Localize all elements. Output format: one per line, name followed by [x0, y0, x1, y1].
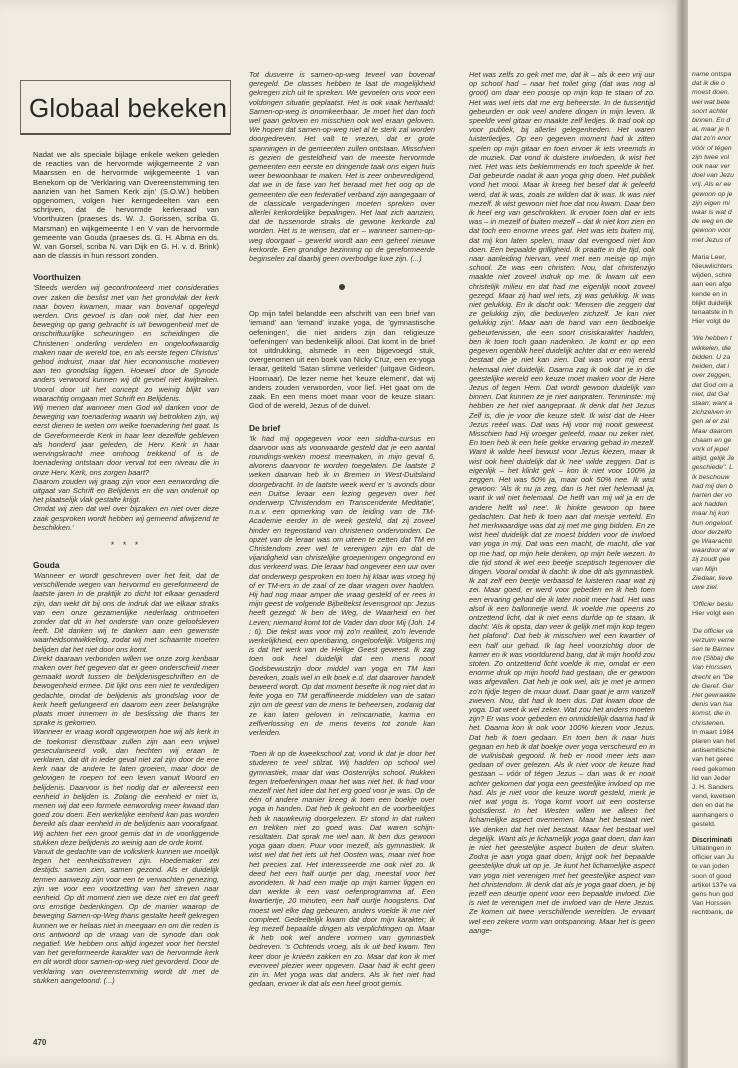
- right-line: maar hij kon: [692, 510, 730, 518]
- right-line: antisemitische: [692, 747, 736, 755]
- section-heading-voorthuizen: Voorthuizen: [33, 272, 81, 283]
- right-line: van Mijn: [692, 565, 718, 573]
- right-line: moest doen.: [692, 89, 730, 97]
- right-line: tenaatste in h: [692, 309, 733, 317]
- section-heading-brief: De brief: [249, 422, 281, 433]
- right-line: dat ik die o: [692, 80, 725, 88]
- intro-paragraph: Nadat we als speciale bijlage enkele weken geleden de reacties van de hervormde wijkgemeente 2 van Maarssen en de hervormde wijkgemeente 1 van Benekom op de 'Verklaring van Overeenstemming ten aanzien van het Samen Kerk zijn' (S.O.W.) hebben opgenomen, volgen hier kerngedeelten van een schrijven, dat de hervormde kerkeraad van Voorthuizen (praeses ds. W. J. Gorissen, scriba G. Marsman) en wijkgemeente I en V van de hervormde gemeente van Gouda (praeses ds. G. H. Abma en ds. W. van Gorsel, scriba N. van Dijk en G. H. v. d. Brink) aan de classis in hun ressort zonden.: [33, 150, 219, 261]
- right-line: Maria Leer,: [692, 253, 727, 261]
- voorthuizen-paragraph: Omdat wij zien dat wel over bijzaken en niet over deze zaak gesproken wordt hebben wij gemeend afwijzend te beschikken.': [33, 504, 219, 532]
- right-line: heiden, dat i: [692, 363, 730, 371]
- page-number: 470: [33, 1038, 47, 1047]
- right-block-2: [692, 253, 738, 327]
- gouda-paragraph: 'Wanneer er wordt geschreven over het feit, dat de verschillende wegen van hervormd en gereformeerd de laatste jaren in de praktijk zo dicht tot elkaar genaderd zijn, dan wekt dit bij ons de indruk dat we elkaar straks van een onze gezamenlijke nederlaag ontmoeten zonder dat dit in het onderste van onze geloofsleven leeft. Dit danken wij te danken aan een gewenste waarheidsontwikkeling, zodat wij met schaamte moeten belijden dat het niet door ons komt.: [33, 570, 219, 654]
- right-line: name ontspa: [692, 71, 732, 78]
- right-line: Van Horssen,: [692, 664, 733, 672]
- right-line: geschiede". L: [692, 464, 733, 472]
- right-line: zijn twee vol: [692, 153, 730, 161]
- right-line: aan een afge: [692, 281, 732, 289]
- bullet-separator: [249, 277, 435, 295]
- right-line: staan; want a: [692, 399, 733, 407]
- right-line: officier van Ju: [692, 854, 734, 862]
- voorthuizen-paragraph: Daarom zouden wij graag zijn voor een eenwording die uitgaat van Schrift en Belijdenis en die van onderuit op het plaatselijk vlak gestalte krijgt.: [33, 476, 219, 505]
- right-line: uwe ziel.: [692, 583, 719, 591]
- right-line: gewoon voor: [692, 227, 731, 235]
- voorthuizen-paragraph: Wij menen dat wanneer men God wil danken voor de beweging van toenadering waarin wij betrokken zijn, wij eerst dienen te weten om welke toenadering het gaat. Is de Gereformeerde Kerk in haar leer dezelfde gebleven als honderd jaar geleden, de Herv. Kerk in haar wervingskracht mee omhoog trekkend of is de toenadering ontstaan door verval tot een niveau die in onze Herv. Kerk, ons zorgen baart?: [33, 403, 219, 477]
- right-line: chaam en ge: [692, 436, 732, 444]
- right-line: ge Waarachti: [692, 537, 732, 545]
- right-page-column: [692, 70, 738, 918]
- right-line: vóór of tégen: [692, 144, 732, 152]
- right-line: Hier volgt de: [692, 318, 731, 326]
- right-line: drecht en "De: [692, 673, 734, 681]
- right-line: 'Officier beslu: [692, 601, 733, 609]
- right-line: de weg en de: [692, 218, 733, 226]
- right-line: niet, dat Gal: [692, 390, 729, 398]
- right-line: me (Sliba) die: [692, 655, 734, 663]
- right-line: waardoor al w: [692, 547, 735, 555]
- right-line: lid van Jeder: [692, 774, 731, 782]
- right-line: binnen. En d: [692, 117, 731, 125]
- right-block-3: [692, 334, 738, 592]
- right-line: hun ongeloof.: [692, 519, 734, 527]
- right-line: 'De officier va: [692, 627, 733, 635]
- right-line: ook naar ver: [692, 163, 730, 171]
- right-block-6: [692, 844, 738, 918]
- right-line: vrij. Als er ee: [692, 181, 732, 189]
- right-line: gesteld.: [692, 820, 716, 828]
- right-line: doel van Jezu: [692, 172, 734, 180]
- right-line: soon of good: [692, 872, 732, 880]
- column-2-paragraph: Tot dusverre is samen-op-weg teveel van bovenaf geregeld. De classes hebben te laat de mogelijkheid gekregen zich uit te spreken. We gevoelen ons voor een voldongen situatie geplaatst. Het is ook vaak herhaald: Samen-op-weg is onomkeerbaar. Je moet het dan toch wel gaan geloven en misschien ook wel eraan geloven. We hopen dat samen-op-weg niet al te sterk zal worden doorgedreven. Het valt te vrezen, dat er grote spanningen in de gemeenten zullen ontstaan. Misschien is gezien de gesteldheid van de meeste hervormde gemeenten een eerste en dringende taak ons eigen huis weer bewoonbaar te maken. Het is zeer onbevredigend, dat we in de fase van het beraad met het oog op de gemeenten die een federatief verband zijn aangegaan of de classicale vergaderingen moeten spreken over allerlei kerkordelijke bepalingen. Het laat zich aanzien, dat de tussenorde straks de gewone kerkorde zal worden. Het is te wensen, dat er – wanneer samen-op-weg doorgaat – gewerkt wordt aan een geheel nieuwe kerkorde. Een grondige bezinning op de gereformeerde beginselen zal daarbij geen overbodige luxe zijn. (...): [249, 70, 435, 264]
- right-line: christenen.: [692, 719, 726, 727]
- right-line: Nieuwlichters: [692, 263, 733, 271]
- right-line: waar is wat d: [692, 209, 732, 217]
- gouda-paragraph: Vanuit de gedachte van de volkskerk kunnen we moeilijk tegen het eenheidsstreven zijn. Hoedemaker zei destijds: samen zien, samen gezond. Als er duidelijk termen aanwezig zijn voor een te verwachten genezing, zijn we voor een voortzetting van het streven naar eenheid. Op dit moment zien we deze niet en dat geeft ons ernstige bedenkingen. Op de manier waarop de beweging Samen-op-Weg thans gestalte heeft gekregen kunnen we er helaas niet in meegaan en om die reden is ons antwoord op de vraag van de synode dan ook negatief. We hebben ons altijd ingezet voor het herstel van het gereformeerde karakter van de hervormde kerk en dit wordt door samen-op-weg niet gevorderd. Door de verklaring van overeenstemming wordt dit met de stukken aangetoond. (...): [33, 847, 219, 985]
- right-line: sen te Barnev: [692, 645, 734, 653]
- right-line: vend, kwetsen: [692, 793, 736, 801]
- right-line: altijd, gelijk Je: [692, 455, 735, 463]
- right-line: te van joden: [692, 863, 730, 871]
- section-heading-discriminatie: Discriminati: [692, 837, 733, 845]
- right-line: Hier volgt een: [692, 610, 734, 618]
- right-line: wijden, schre: [692, 272, 732, 280]
- brief-paragraph: 'Ik had mij opgegeven voor een siddha-cursus en daarvoor was als voorwaarde gesteld dat je een aantal roundings-weken moest meemaken, in mijn geval 6, alvorens daarvoor te worden toegelaten. De laatste 2 weken daarvan heb ik in Bremen in West-Duitsland doorgebracht. In de laatste week werd er 's avonds door een Duitse leraar een lezing gegeven over het onderwerp 'Christendom en Transcendente Meditatie', n.a.v. een opmerking van de leiding van de TM-Academie eerder in de week gesteld, dat zij zoveel hinder en tegenstand van christenen ondervonden. De opzet van de leraar was om uiteen te zetten dat TM en Christendom zeer wel te verenigen zijn en dat de vijandigheid van christelijke groeperingen ongegrond en dus verkeerd was. Die leraar had ongeveer een uur over dat onderwerp gesproken en toen hij klaar was vroeg hij of er TM-ers in de zaal of ze daar vragen over hadden. Hij had nog maar amper die vraag gesteld of er rees in mijn geest de volgende Bijbeltekst levensgroot op: Jezus heeft gezegd: Ik ben de Weg, de Waarheid en het Leven; niemand komt tot de Vader dan door Mij (Joh. 14 : 6). Die tekst was voor mij zo'n realiteit, zo'n levende werkelijkheid, een openbaring, ongeloofelijk. Volgens mij is dat het werk van de Heilige Geest geweest. Ik zag toen ook heel duidelijk dat een mens nooit Godsbewustzijn door middel van yoga en TM kan bereiken, zoals wel in elk boek e.d. dat daarover handelt beweerd wordt. Op dat moment besefte ik nog niet dat in feite yoga en TM geraffineerde middelen van de satan zijn om de geest van de mens te beheersen, zodanig dat ze kan laten geloven in reïncarnatie, karma en zelfverlossing en de mens tevens tot zonde kan verleiden.: [249, 433, 435, 737]
- column-2-paragraph: Op mijn tafel belandde een afschrift van een brief van 'iemand' aan 'iemand' inzake yoga, de 'gymnastische oefeningen', die niet anders zijn dan religieuze 'oefeningen' van bedenkelijk allooi. Dat komt in de brief tot uitdrukking, alsmede in een bijgevoegd stuk, overgenomen uit een boek van Nicky Cruz, een ex-yoga leraar, getiteld 'Satan slimme verleider' (uitgave Gideon, Hoornaar). De lezer neme het 'keuze element', dat wij anders zouden verwoorden, voor lief. Het gaat om de zaak. En een mens moet maar voor de keuze staan: God of de wereld, Jezus of de duivel.: [249, 309, 435, 411]
- right-line: kende en in: [692, 290, 728, 298]
- right-line: dat zo'n enor: [692, 135, 732, 143]
- right-line: wikkelen, die: [692, 344, 731, 352]
- right-line: rechtbank, de: [692, 909, 734, 917]
- section-separator: * * *: [110, 539, 142, 550]
- right-line: den en dat he: [692, 802, 734, 810]
- article-title: Globaal bekeken: [29, 93, 228, 123]
- right-line: soort achter: [692, 107, 728, 115]
- right-line: Ziedaar, lieve: [692, 574, 733, 582]
- column-1: [33, 150, 219, 1028]
- right-line: J. H. Sanders: [692, 784, 734, 792]
- right-line: ik beschouw: [692, 473, 730, 481]
- right-line: over zeggen,: [692, 372, 732, 380]
- right-line: blijkt duidelijk: [692, 299, 733, 307]
- right-line: wel wat bete: [692, 98, 730, 106]
- right-line: vork of jepel: [692, 445, 729, 453]
- section-heading-gouda: Gouda: [33, 559, 60, 570]
- right-line: reed gekomen: [692, 765, 736, 773]
- right-line: zichzelven in: [692, 409, 731, 417]
- right-block-5: [692, 627, 738, 829]
- right-line: gens hun god: [692, 891, 734, 899]
- right-line: bidden. U za: [692, 353, 731, 361]
- right-line: door derzelfo: [692, 528, 732, 536]
- right-line: In maart 1984: [692, 728, 734, 736]
- column-2: [249, 70, 435, 1028]
- right-line: de Geref. Ger: [692, 682, 734, 690]
- right-line: Uitlatingen in: [692, 845, 732, 853]
- right-line: harten der vo: [692, 491, 733, 499]
- right-line: aanhangers o: [692, 811, 734, 819]
- right-line: verzuim verne: [692, 636, 735, 644]
- right-line: met Jezus of: [692, 236, 731, 244]
- right-line: had mij den b: [692, 482, 733, 490]
- right-line: al, maar je h: [692, 126, 730, 134]
- right-line: gen al er zal: [692, 418, 730, 426]
- right-block-1: [692, 70, 738, 245]
- right-line: van het gerec: [692, 756, 734, 764]
- column-3-paragraph: Het was zelfs zo gek met me, dat ik – als ik een vrij uur op school had – naar het toilet ging (dat was nog al groot) om daar een poosje op mijn kop te staan of zo. Het was wel iets dat me erg beheerste. In de tussentijd gebeurden er ook veel andere dingen in mijn leven. Ik speelde veel gitaar en maakte zelf liedjes. Ik trad ook op voor publiek, bij allerlei gelegenheden. Het waren luisterliedjes. Op een gegeven moment had ik zitten spelen op mijn gitaar en toen ervoer ik iets vreemds in de muziek. Dat vond ik duistere invloeden, ik wist het niet. Het was iets beklemmends en toch speelde ik het. Dat gebeurde nadat ik aan yoga ging doen. Het publiek vond het mooi. Maar ik kreeg het besef dat ik geleefd werd, dat ik was, zoals ze wilden dat ik was. Ik was niet mezelf. Ik wist gewoon niet hoe dat nou kwam. Daar ben ik heel erg van geschrokken. Ik ervoer toen dat er iets was – in mezelf of buiten mezelf – dat ik niet kon zien en dat toch een enorme vrees gaf. Het was iets buiten mij, dat mij kon laten spelen, maar dat evengoed niet kon doen. Een bepaalde grilligheid. Ik praatte in die tijd, ook naar aanleiding hiervan, veel met een meisje op mijn school. Ze was een christen. Nou, dat christenzijn maakte niet zoveel indruk op me. Ik kwam uit een christelijk milieu en dat had me eigenlijk nooit zoveel gezegd. Maar zij had wel iets, zij was gelukkig. Ik was niet gelukkig. En ik dacht ook: 'Mensen die zeggen dat ze gelukkig zijn, die beduvelen zichzelf. Je kan niet gelukkig zijn'. Maar aan de hand van een liedboekje gebeurtenissen, die een soort crisiskarakter hadden, ben ik toen toch gaan nadenken. Je komt er op een gegeven ogenblik heel duidelijk achter dat er een wereld bestaat die je niet kan zien. Dat was voor mij eerst helemaal niet duidelijk. Daarna zag ik ook dat je in die geestelijke wereld een keuze moet maken voor de Here Jezus of tegen Hem. Dat wordt gewoon duidelijk van binnen. Dat kunnen ze je niet aanpraten. Tenminste: mij hebben ze het niet aangepraat. Ik denk dat het Jezus Zelf is, die je voor die keuze stelt. Ik wist dat de Heer Jezus reëel was. Dat was Hij voor mij nooit geweest. Misschien had Hij vroeger geleefd, maar nu zeker niet. En toen heb ik een hele gekke ervaring gehad in mezelf. Want ik wilde heel bewust voor Jezus kiezen, maar ik wist ook heel duidelijk dat ik 'nee' wilde zeggen. Dat is eigenlijk – het klinkt gek – kon ik niet voor 100% ja zeggen. Het was 50% ja, maar ook 50% nee. Ik wist gewoon: 'Als ik nu ja zeg, dan is het niet helemaal ja, want ik wil niet helemaal. De helft van mij wil ja en de andere helft wil nee'. Ik hinkte gewoon op twee gedachten. Dat heb ik toen aan dat meisje verteld. En het merkwaardige was dat zij met me ging bidden. En ze wist heel duidelijk dat ze moest bidden voor de invloed van yoga in mij. Dat was een macht, de macht, die vat op me had, op mijn hele denken, op mijn hele wezen. In die tijd stond ik wel een beetje sceptisch tegenover die dingen. Vooral omdat ik dacht: ik doe dit als gymnastiek. Ik zat zelf een beetje verbaasd te luisteren naar wat zij zei. Maar goed, er werd voor gebeden en ik heb toen een ervaring gehad die ik later nooit meer had. Het was alsof ik een ballonnetje werd. Ik voelde me opeens zo ontzettend licht, dat ik niet eens durfde op te staan. Ik dacht: 'Als ik opsta, dan veer ik gelijk met mijn kop tegen het plafond'. Dat heb ik misschien wel een kwartier of een half uur gehad. Ik lag heel voorzichtig door de kamer en ik was voortdurend bang, dat ik mijn hoofd zou stoten. Zo ontzettend licht voelde ik me, omdat er een enorme druk op mijn hoofd had gestaan, die er gewoon was afgevallen. Dat heb je ook wel, als je met je armen zo'n tijdje tegen de muur duwt. Daar gaat je arm vanzelf zweven. Nou, dat had ik toen dus. Dat kwam door de yoga. Dat weet ik wel zeker. Wat zou het anders moeten zijn? Er was voor gebeden en onmiddellijk daarna had ik het. Daarna kon ik ook voor 100% kiezen voor Jezus. Dat heb ik toen gedaan. En toen ben ik naar huis gegaan en heb ik dat boekje over yoga verscheurd en in de vuilnisbak gegooid. Ik heb er nooit meer iets aan gedaan of over gelezen. Als ik niet voor de keuze had gestaan – vóór of tégen Jezus – dan was ik er nooit achter gekomen dat yoga een geestelijke invloed op me had. Als je niet voor die keuze wordt gesteld, merk je niet wat yoga is. Yoga komt voort uit een oosterse godsdienst. In het Westen willen we alleen het lichamelijke aspect overnemen. Maar het bestaat niet. We denken dat het niet bestaat. Maar het bestaat wel degelijk. Want als je lichamelijk yoga gaat doen, dan kan je niet het geestelijke aspect buiten de deur sluiten. Zodra je aan yoga gaat doen, krijgt ook het bepaalde geestelijke druk uit op je. Je kunt het lichamelijke aspect van yoga niet verenigen met het geestelijke aspect van het christendom. Ik denk dat als je yoga gaat doen, je bij jezelf een deurtje opent voor een bepaalde invloed. Die is niet te verenigen met de invloed van de Here Jezus. Ze komen uit twee verschillende werelden. Je ervaart wel een zekere vorm van ontspanning. Maar het is geen aange-: [469, 70, 655, 935]
- right-line: Maar daarom: [692, 427, 733, 435]
- right-line: 'We hebben t: [692, 335, 732, 343]
- right-line: Het gewraakte: [692, 692, 736, 699]
- right-page: [688, 0, 738, 1068]
- right-line: komst, die in: [692, 710, 731, 718]
- right-block-4: [692, 600, 738, 618]
- bullet-dot-icon: [339, 284, 345, 290]
- right-line: gewoon op je: [692, 190, 733, 198]
- right-line: Van Horssen: [692, 900, 731, 908]
- gouda-paragraph: Direkt daaraan verbonden willen we onze zorg kenbaar maken over het gegeven dat er geen onderscheid meer gemaakt wordt tussen de belijdenisgeschriften en de bewogenheid ermee. Dit lijkt ons een niet te verdedigen gedachte, omdat de belijdenis als grondslag voor de kerk heeft gefungeerd en daarom een zeer belangrijke plaats moet innemen in de beslissing die thans ter sprake is gekomen.: [33, 653, 219, 728]
- brief-paragraph: 'Toen ik op de kweekschool zat, vond ik dat je door het studeren te veel stilzat. Wij hadden op school wel gymnastiek, maar dat was Oostenrijks school. Rukken tegen trefoefeningen maar het was niet het. Ik had voor mezelf niet het idee dat het erg goed voor je was. Op de één of andere manier kreeg ik toen een boekje over yoga in handen. Dat heb ik gekocht en de voorbeeldjes heb ik nauwkeurig doorgelezen. Er stond in dat ruiken en trekken niet zo goed was. Dat waren schijn-resultaten. Dat sprak me wel aan. Ik ben dus gewoon yoga gaan doen. Puur voor mezelf, als gymnastiek. Ik wist wel dat het iets uit het Oosten was, maar niet hoe het precies zat. Het interesseerde me ook niet zo. Ik deed het een half uurtje per dag, meestal voor het avondeten. Ik had een matje op mijn kamer liggen en dan werkte ik een vast oefenprogramma af. Een kwartiertje, 20 minuten, een half uurtje hoogstens. Dat moest wel elke dag gebeuren, anders voelde ik me niet compleet. Gedeeltelijk kwam dat door mijn karakter; ik leg mezelf bepaalde dingen als verplichtingen op. Maar ik heb ook wel andere vormen van gymnastiek bedreven. 's Ochtends vroeg, als ik uit bed kwam. Ten keer door je knieën zakken en zo. Maar dat kon ik met evenveel plezier weer opgeven. Daar had ik echt geen zin in. Met yoga was dat anders. Als ik het niet had gedaan, ervoer ik dat als een heel groot gemis.: [249, 749, 435, 989]
- voorthuizen-paragraph: 'Steeds werden wij geconfronteerd met consideraties over zaken die beslist met van het grondvlak der kerk naar boven kwamen, maar van bovenaf opgelegd werden. Ons gevoel is dan ook niet, dat hier een beweging op gang gebracht is uit bewogenheid met de onschriftuurlijke scheuringen en scheidingen die Christenen onderling verdelen en ongeloofwaardig maken naar de wereld toe, en als eerste tegen Christus' gebod indruist, maar dat hier economische motieven aan ten grondslag liggen. Hoewel door de Synode anders verwoord kunnen wij dit gevoel niet kwijtraken. Voorol door uit het concept zo weinig blijkt van waarachtig omgaan met Schrift en Belijdenis.: [33, 283, 219, 403]
- right-line: zij zoudt gee: [692, 556, 731, 564]
- gouda-paragraph: Wanneer er vraag wordt opgeworpen hoe wij als kerk in de toekomst dienstbaar zullen zijn aan een vrijwel geseculariseerd volk, dan hechten wij eraan te verklaren, dat dit in ieder geval niet zal zijn door de ene kerk naar de andere te laten groeien, maar door de gelovigen te roepen tot een leven vanuit Woord en belijdenis. Daarvoor is het nodig dat er allereerst een eenheid in belijden is. Zolang die eenheid er niet is, menen wij dat een formele eenwording meer kwaad dan goed zou doen. Een werkelijke eenheid kan pas worden bereikt als daar eenheid in de belijdenis aan voorafgaat. Wij achten het een groot gemis dat in de voorliggende stukken deze belijdenis zo weinig aan de orde komt.: [33, 727, 219, 847]
- right-line: plaren van het: [692, 738, 736, 746]
- column-3: [469, 70, 655, 1028]
- right-line: artikel 137e va: [692, 881, 737, 889]
- right-line: zijn eigen mi: [692, 199, 730, 207]
- right-line: ack hadden: [692, 501, 728, 509]
- right-line: dat God om a: [692, 381, 734, 389]
- right-line: denis van Isa: [692, 701, 733, 709]
